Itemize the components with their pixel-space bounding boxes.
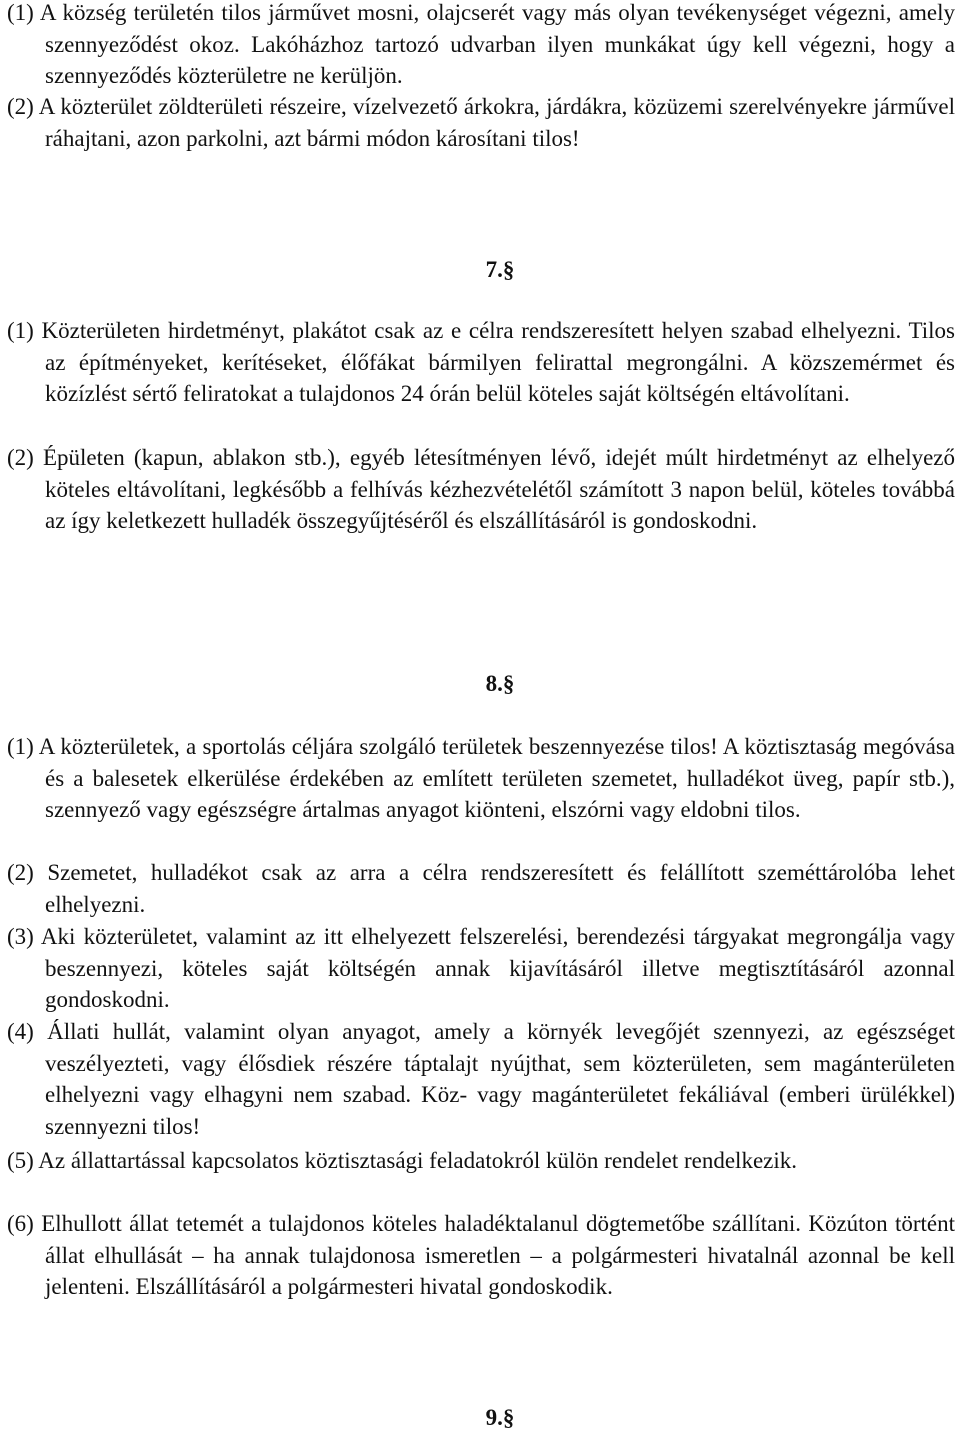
section8-paragraph-4: (4) Állati hullát, valamint olyan anyagot, amely a környék levegőjét szennyezi, az egészséget veszélyezteti, vagy élősdiek részére táptalajt nyújthat, sem közterületen, sem magánterületen elhelyezni vagy elhagyni nem szabad. Köz- vagy magánterületet fekáliával (emberi ürülékkel) szennyezni tilos! (7, 1019, 955, 1139)
section9-heading: 9.§ (485, 1405, 515, 1430)
section8-paragraph-1: (1) A közterületek, a sportolás céljára szolgáló területek beszennyezése tilos! A köztisztaság megóvása és a balesetek elkerülése érdekében az említett területen szemetet, hulladékot üveg, papír stb.), szennyező vagy egészségre ártalmas anyagot kiönteni, elszórni vagy eldobni tilos. (7, 734, 955, 823)
section8-paragraph-5: (5) Az állattartással kapcsolatos köztisztasági feladatokról külön rendelet rendelkezik. (7, 1148, 798, 1173)
section8-paragraph-2: (2) Szemetet, hulladékot csak az arra a célra rendszeresített és felállított szeméttárolóba lehet elhelyezni. (7, 860, 955, 917)
section6-paragraph-1: (1) A község területén tilos járművet mosni, olajcserét vagy más olyan tevékenységet végezni, amely szennyeződést okoz. Lakóházhoz tartozó udvarban ilyen munkákat úgy kell végezni, hogy a szennyeződés közterületre ne kerüljön. (7, 0, 955, 89)
section8-paragraph-3: (3) Aki közterületet, valamint az itt elhelyezett felszerelési, berendezési tárgyakat megrongálja vagy beszennyezi, köteles saját költségén annak kijavításáról illetve megtisztításáról azonnal gondoskodni. (7, 924, 955, 1013)
section8-heading: 8.§ (485, 671, 515, 696)
section7-paragraph-2: (2) Épületen (kapun, ablakon stb.), egyéb létesítményen lévő, idejét múlt hirdetményt az elhelyező köteles eltávolítani, legkésőbb a felhívás kézhezvételétől számított 3 napon belül, köteles továbbá az így keletkezett hulladék összegyűjtéséről és elszállításáról is gondoskodni. (7, 445, 955, 534)
section8-paragraph-6: (6) Elhullott állat tetemét a tulajdonos köteles haladéktalanul dögtemetőbe szállítani. Közúton történt állat elhullását – ha annak tulajdonosa ismeretlen – a polgármesteri hivatalnál azonnal be kell jelenteni. Elszállításáról a polgármesteri hivatal gondoskodik. (7, 1211, 955, 1300)
section7-paragraph-1: (1) Közterületen hirdetményt, plakátot csak az e célra rendszeresített helyen szabad elhelyezni. Tilos az építményeket, kerítéseket, élőfákat bármilyen felirattal megrongálni. A közszemérmet és közízlést sértő feliratokat a tulajdonos 24 órán belül köteles saját költségén eltávolítani. (7, 318, 955, 407)
section6-paragraph-2: (2) A közterület zöldterületi részeire, vízelvezető árkokra, járdákra, közüzemi szerelvényekre járművel ráhajtani, azon parkolni, azt bármi módon károsítani tilos! (7, 94, 955, 151)
section7-heading: 7.§ (485, 257, 515, 282)
